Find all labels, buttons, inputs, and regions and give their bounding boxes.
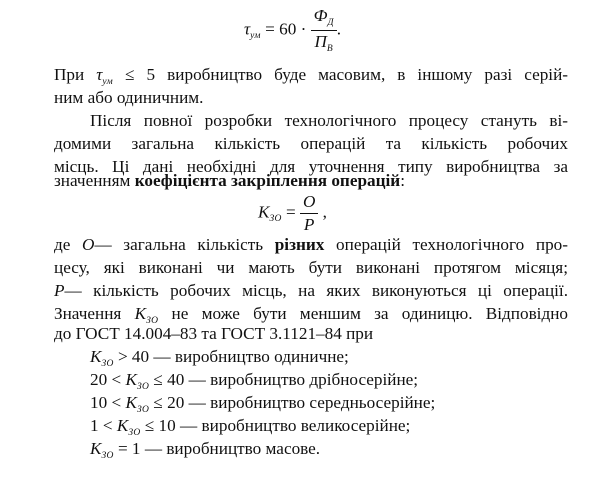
para3-line3: P— кількість робочих місць, на яких виконуються ці операції. (54, 281, 568, 300)
para2-line3: місць. Ці дані необхідні для уточнення типу виробництва за (54, 157, 568, 176)
list-item: $K_{ЗО} > 40$ — виробництво одиничне; (90, 347, 349, 369)
formula-k-zo: $K_{ЗО}$ = $\frac{O}{P}$ , (258, 192, 327, 234)
numerator-subscript: Д (327, 18, 334, 28)
para3-line5: до ГОСТ 14.004–83 та ГОСТ 3.1121–84 при (54, 324, 374, 343)
formula2-numerator: O (300, 192, 318, 214)
para3-line2: цесу, які виконані чи мають бути виконані протягом місяця; (54, 258, 568, 277)
tau-inline: τ (96, 65, 103, 84)
formula-tau-um (244, 6, 341, 55)
para1-line1: При $\tau_{ум} \le 5$ виробництво буде масовим, в іншому разі серій- (54, 65, 568, 87)
para2-line1: Після повної розробки технологічного процесу стануть ві- (90, 111, 568, 130)
fraction-denominator: П (314, 32, 327, 51)
list-item: $1 < K_{ЗО} \le 10$ — виробництво великосерійне; (90, 416, 411, 438)
formula-tau-subscript: ум (250, 31, 261, 42)
fraction-numerator: Ф (313, 6, 328, 25)
para3-line4: Значення $K_{ЗО}$ не може бути меншим за одиницю. Відповідно (54, 304, 568, 326)
list-item: $K_{ЗО} = 1$ — виробництво масове. (90, 439, 321, 461)
list-item: $10 < K_{ЗО} \le 20$ — виробництво середньосерійне; (90, 393, 436, 415)
formula2-denominator: P (303, 215, 315, 234)
formula-equals-coef: = 60 · (260, 19, 311, 39)
para2-line2: домими загальна кількість операцій та кількість робочих (54, 134, 568, 153)
para2-line4: значенням коефіцієнта закріплення операцій: (54, 171, 405, 190)
list-item: $20 < K_{ЗО} \le 40$ — виробництво дрібносерійне; (90, 370, 419, 392)
para1-line2: ним або одиничним. (54, 88, 204, 107)
denominator-subscript: В (326, 44, 333, 54)
formula2-k-subscript: ЗО (269, 214, 282, 225)
formula-trailing-dot: . (336, 19, 342, 39)
formula2-fraction (300, 192, 318, 235)
formula2-k-symbol: K (258, 202, 270, 222)
formula-fraction (311, 6, 337, 55)
formula-tau-symbol: τ (244, 19, 251, 39)
para3-line1: де O— загальна кількість різних операцій технологічного про- (54, 235, 568, 254)
bold-term-coefficient: коефіцієнта закріплення операцій (134, 171, 401, 190)
bold-term-different: різних (274, 235, 325, 254)
